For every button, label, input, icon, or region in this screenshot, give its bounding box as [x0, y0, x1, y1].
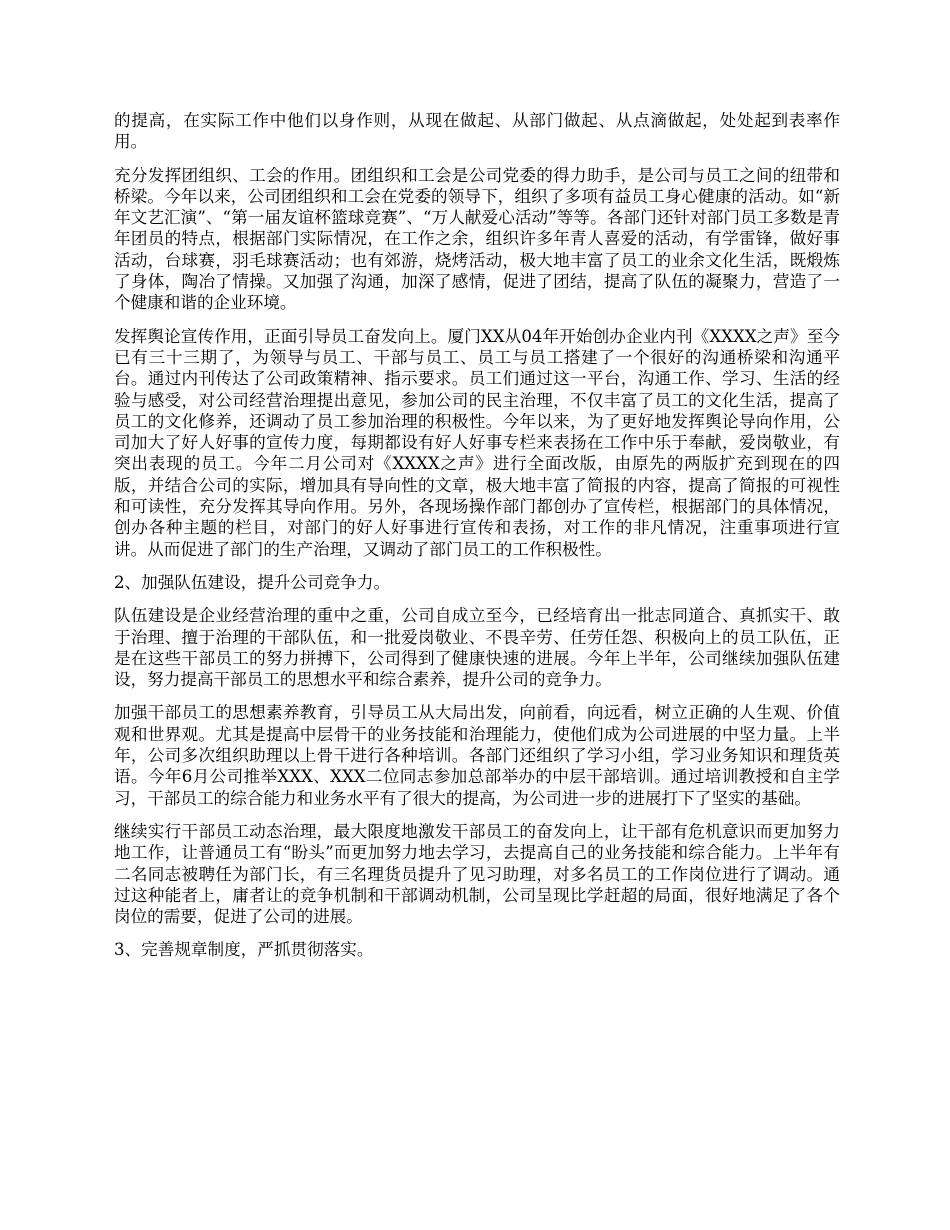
- paragraph-team-building: 队伍建设是企业经营治理的重中之重，公司自成立至今，已经培育出一批志同道合、真抓实干、敢于治理、擅于治理的干部队伍，和一批爱岗敬业、不畏辛劳、任劳任怨、积极向上的员工队伍，正是在这些干部员工的努力拼搏下，公司得到了健康快速的进展。今年上半年，公司继续加强队伍建设，努力提高干部员工的思想水平和综合素养，提升公司的竞争力。: [114, 606, 840, 690]
- section-heading-team-building: 2、加强队伍建设，提升公司竞争力。: [114, 572, 391, 592]
- paragraph-publicity: 发挥舆论宣传作用，正面引导员工奋发向上。厦门XX从04年开始创办企业内刊《XXXX之声》至今已有三十三期了，为领导与员工、干部与员工、员工与员工搭建了一个很好的沟通桥梁和沟通平台。通过内刊传达了公司政策精神、指示要求。员工们通过这一平台，沟通工作、学习、生活的经验与感受，对公司经营治理提出意见，参加公司的民主治理，不仅丰富了员工的文化生活，提高了员工的文化修养，还调动了员工参加治理的积极性。今年以来，为了更好地发挥舆论导向作用，公司加大了好人好事的宣传力度，每期都设有好人好事专栏来表扬在工作中乐于奉献，爱岗敬业，有突出表现的员工。今年二月公司对《XXXX之声》进行全面改版，由原先的两版扩充到现在的四版，并结合公司的实际，增加具有导向性的文章，极大地丰富了简报的内容，提高了简报的可视性和可读性，充分发挥其导向作用。另外，各现场操作部门都创办了宣传栏，根据部门的具体情况，创办各种主题的栏目，对部门的好人好事进行宣传和表扬，对工作的非凡情况，注重事项进行宣讲。从而促进了部门的生产治理，又调动了部门员工的工作积极性。: [114, 326, 840, 559]
- paragraph-union-activities: 充分发挥团组织、工会的作用。团组织和工会是公司党委的得力助手，是公司与员工之间的纽带和桥梁。今年以来，公司团组织和工会在党委的领导下，组织了多项有益员工身心健康的活动。如“新年文艺汇演”、“第一届友谊杯篮球竞赛”、“万人献爱心活动”等等。各部门还针对部门员工多数是青年团员的特点，根据部门实际情况，在工作之余，组织许多年青人喜爱的活动，有学雷锋，做好事活动，台球赛，羽毛球赛活动；也有郊游，烧烤活动，极大地丰富了员工的业余文化生活，既煅炼了身体，陶冶了情操。又加强了沟通，加深了感情，促进了团结，提高了队伍的凝聚力，营造了一个健康和谐的企业环境。: [114, 165, 840, 313]
- paragraph-dynamic-management: 继续实行干部员工动态治理，最大限度地激发干部员工的奋发向上，让干部有危机意识而更加努力地工作，让普通员工有“盼头”而更加努力地去学习，去提高自己的业务技能和综合能力。上半年有二名同志被聘任为部门长，有三名理货员提升了见习助理，对多名员工的工作岗位进行了调动。通过这种能者上，庸者让的竞争机制和干部调动机制，公司呈现比学赶超的局面，很好地满足了各个岗位的需要，促进了公司的进展。: [114, 821, 840, 927]
- paragraph-continuation: 的提高，在实际工作中他们以身作则，从现在做起、从部门做起、从点滴做起，处处起到表率作用。: [114, 111, 840, 152]
- paragraph-training: 加强干部员工的思想素养教育，引导员工从大局出发，向前看，向远看，树立正确的人生观、价值观和世界观。尤其是提高中层骨干的业务技能和治理能力，使他们成为公司进展的中坚力量。上半年，公司多次组织助理以上骨干进行各种培训。各部门还组织了学习小组，学习业务知识和理货英语。今年6月公司推举XXX、XXX二位同志参加总部举办的中层干部培训。通过培训教授和自主学习，干部员工的综合能力和业务水平有了很大的提高，为公司进一步的进展打下了坚实的基础。: [114, 703, 840, 808]
- document-page: [114, 110, 840, 973]
- section-heading-regulations: 3、完善规章制度，严抓贯彻落实。: [114, 940, 374, 960]
